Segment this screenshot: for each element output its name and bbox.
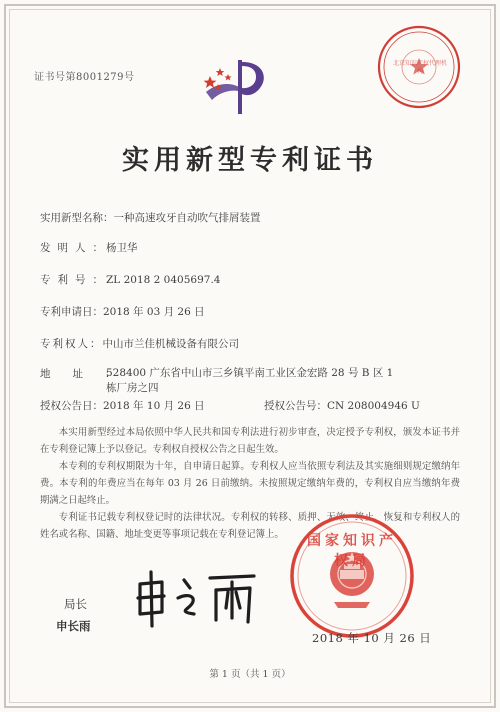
field-address-label: 地址： xyxy=(40,368,138,380)
field-value: 一种高速攻牙自动吹气排屑装置 xyxy=(113,212,261,224)
agency-seal-text: 北京知识产权代理机构 xyxy=(392,60,447,75)
field-label: 专利号： xyxy=(40,274,110,286)
patent-office-logo-icon xyxy=(198,52,274,122)
field-patent-number xyxy=(40,272,220,287)
field-utility-model-name xyxy=(40,210,261,225)
field-label: 授权公告号： xyxy=(264,400,327,412)
director-signature xyxy=(132,568,262,630)
issue-date: 2018 年 10 月 26 日 xyxy=(312,631,432,645)
field-value: 2018 年 03 月 26 日 xyxy=(103,306,205,318)
field-label: 专利权人： xyxy=(40,338,103,350)
field-value: 杨卫华 xyxy=(106,242,138,254)
field-grant-announcement-no xyxy=(264,398,420,413)
certificate-title: 实用新型专利证书 xyxy=(122,145,378,176)
certificate-number: 证书号第8001279号 xyxy=(34,72,135,83)
page-footer: 第 1 页（共 1 页） xyxy=(209,669,291,680)
field-label: 实用新型名称： xyxy=(40,212,114,224)
paragraph-legal-status: 专利证书记载专利权登记时的法律状况。专利权的转移、质押、无效、终止、恢复和专利权人的姓名或名称、国籍、地址变更等事项记载在专利登记簿上。 xyxy=(40,512,460,540)
field-value: 中山市兰佳机械设备有限公司 xyxy=(102,338,239,350)
field-label: 专利申请日： xyxy=(40,306,103,318)
field-patentee xyxy=(40,336,239,351)
director-name: 申长雨 xyxy=(56,619,91,633)
field-inventor xyxy=(40,240,138,255)
paragraph-term-and-fees: 本专利的专利权期限为十年，自申请日起算。专利权人应当依照专利法及其实施细则规定缴纳年费。本专利的年费应当在每年 03 月 26 日前缴纳。未按照规定缴纳年费的，专利权自应当缴纳年费期满之日起终止。 xyxy=(40,461,460,506)
paragraph-grant-decision: 本实用新型经过本局依照中华人民共和国专利法进行初步审查，决定授予专利权，颁发本证书并在专利登记簿上予以登记。专利权自授权公告之日起生效。 xyxy=(40,427,460,455)
director-title: 局长 xyxy=(64,597,87,611)
field-filing-date xyxy=(40,304,205,319)
field-address-value: 528400 广东省中山市三乡镇平南工业区金宏路 28 号 B 区 1 栋厂房之四 xyxy=(106,367,394,394)
field-grant-date xyxy=(40,398,205,413)
field-label: 发明人： xyxy=(40,242,110,254)
field-value: ZL 2018 2 0405697.4 xyxy=(106,274,221,286)
field-label: 授权公告日： xyxy=(40,400,103,412)
field-value: CN 208004946 U xyxy=(327,400,420,412)
official-seal-text: 国家知识产权局 xyxy=(307,533,397,569)
field-value: 2018 年 10 月 26 日 xyxy=(103,400,205,412)
